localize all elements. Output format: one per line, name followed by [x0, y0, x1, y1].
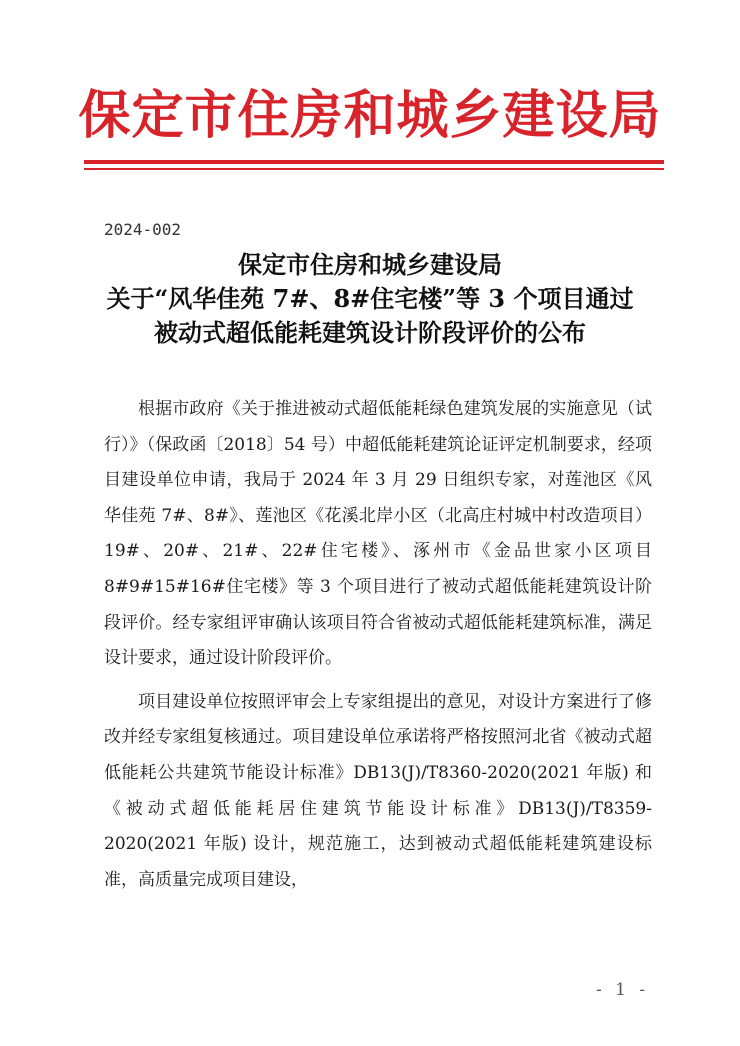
title-line: 关于“风华佳苑 7#、8#住宅楼”等 3 个项目通过 — [106, 284, 634, 313]
body-paragraph: 项目建设单位按照评审会上专家组提出的意见，对设计方案进行了修改并经专家组复核通过。项目建设单位承诺将严格按照河北省《被动式超低能耗公共建筑节能设计标准》DB13(J)/T8360-2020(2021 年版) 和《被动式超低能耗居住建筑节能设计标准》DB13(J)/T8359-2020(2021 年版) 设计，规范施工，达到被动式超低能耗建筑建设标准，高质量完成项目建设， — [104, 691, 652, 890]
title-line: 保定市住房和城乡建设局 — [238, 250, 502, 279]
masthead-rule-thin — [84, 168, 664, 170]
title-line: 被动式超低能耗建筑设计阶段评价的公布 — [154, 318, 586, 347]
document-title — [60, 248, 680, 350]
document-body — [104, 392, 652, 906]
masthead-rule-thick — [84, 160, 664, 164]
page-number: - 1 - — [596, 980, 650, 1000]
body-paragraph: 根据市政府《关于推进被动式超低能耗绿色建筑发展的实施意见（试行）》（保政函〔2018〕54 号）中超低能耗建筑论证评定机制要求，经项目建设单位申请，我局于 2024 年 3 月 29 日组织专家，对莲池区《风华佳苑 7#、8#》、莲池区《花溪北岸小区（北高庄村城中村改造项目）19#、20#、21#、22#住宅楼》、涿州市《金品世家小区项目 8#9#15#16#住宅楼》等 3 个项目进行了被动式超低能耗建筑设计阶段评价。经专家组评审确认该项目符合省被动式超低能耗建筑标准，满足设计要求，通过设计阶段评价。 — [104, 399, 652, 669]
masthead-title: 保定市住房和城乡建设局 — [78, 86, 662, 146]
document-number: 2024-002 — [104, 220, 182, 239]
